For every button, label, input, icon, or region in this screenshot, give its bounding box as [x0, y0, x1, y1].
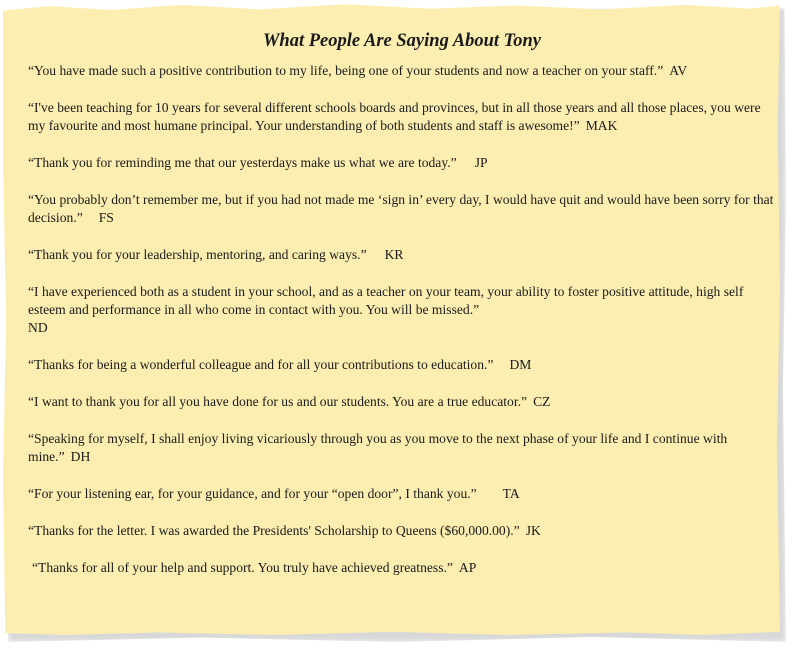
quote-item	[28, 356, 776, 374]
quote-text: “I've been teaching for 10 years for several different schools boards and provinces, but in all those years and all those places, you were my favourite and most humane principal. Your understanding of both students and staff is awesome!”	[28, 100, 761, 133]
quote-initials: FS	[98, 210, 114, 225]
quote-text: “Speaking for myself, I shall enjoy living vicariously through you as you move to the next phase of your life and I continue with mine.”	[28, 431, 728, 464]
quote-item	[28, 522, 776, 540]
quote-item	[28, 393, 776, 411]
quote-initials: JP	[474, 155, 488, 170]
quote-item	[28, 62, 776, 80]
quote-initials: ND	[28, 320, 48, 335]
page-title: What People Are Saying About Tony	[262, 31, 542, 51]
quote-initials: JK	[525, 523, 541, 538]
quote-text: “For your listening ear, for your guidance, and for your “open door”, I thank you.”	[28, 486, 477, 501]
quote-text: “Thanks for the letter. I was awarded the Presidents' Scholarship to Queens ($60,000.00).”	[28, 523, 520, 538]
quote-initials: KR	[384, 247, 404, 262]
quote-initials: AP	[458, 560, 477, 575]
quote-item	[28, 485, 776, 503]
quote-text: “Thanks for being a wonderful colleague and for all your contributions to education.”	[28, 357, 494, 372]
quote-text: “You have made such a positive contribution to my life, being one of your students and now a teacher on your staff.”	[28, 63, 664, 78]
quote-item	[28, 154, 776, 172]
quote-text: “Thank you for your leadership, mentoring, and caring ways.”	[28, 247, 367, 262]
quote-text: “You probably don’t remember me, but if you had not made me ‘sign in’ every day, I would have quit and would have been sorry for that decision.”	[28, 192, 774, 225]
quote-text: “I want to thank you for all you have done for us and our students. You are a true educator.”	[28, 394, 528, 409]
quote-item	[28, 430, 776, 466]
quote-text: “I have experienced both as a student in your school, and as a teacher on your team, your ability to foster positive attitude, high self esteem and performance in all who come in contact with you. You will be missed.”	[28, 284, 744, 317]
quote-item	[28, 283, 776, 337]
quote-item	[28, 99, 776, 135]
quote-text: “Thanks for all of your help and support. You truly have achieved greatness.”	[32, 560, 453, 575]
quote-item	[28, 559, 776, 577]
quote-list	[28, 62, 776, 577]
quote-initials: MAK	[585, 118, 618, 133]
quote-initials: DH	[70, 449, 91, 464]
quote-initials: CZ	[533, 394, 551, 409]
quote-item	[28, 191, 776, 227]
quote-initials: TA	[502, 486, 520, 501]
quote-item	[28, 246, 776, 264]
quote-text: “Thank you for reminding me that our yesterdays make us what we are today.”	[28, 155, 457, 170]
testimonials-panel	[28, 30, 776, 596]
quote-initials: AV	[669, 63, 688, 78]
quote-initials: DM	[509, 357, 532, 372]
